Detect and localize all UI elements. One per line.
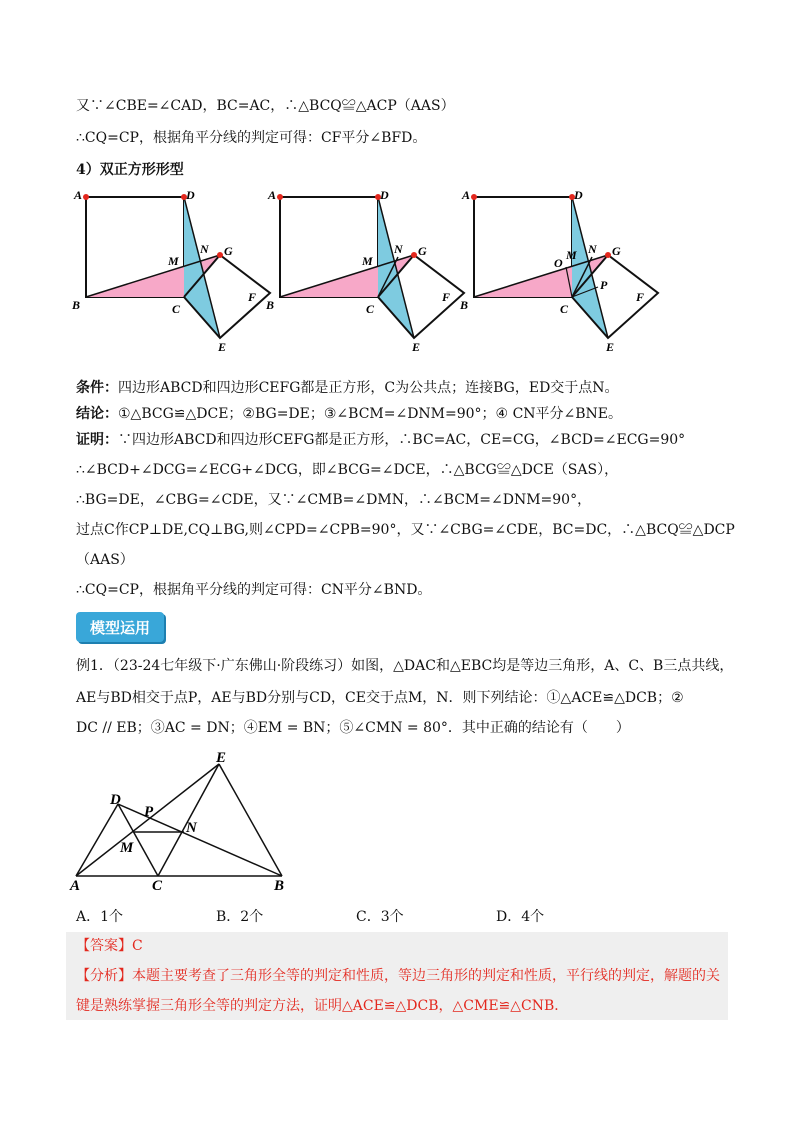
analysis-text-1: 本题主要考查了三角形全等的判定和性质，等边三角形的判定和性质，平行线的判定，解题的关 <box>132 968 720 984</box>
proof-line-4: 过点C作CP⊥DE,CQ⊥BG,则∠CPD=∠CPB=90°，又∵∠CBG=∠CDE，BC=DC，∴△BCQ≌△DCP <box>76 522 735 538</box>
figure-3 <box>459 188 658 354</box>
analysis-label: 【分析】 <box>76 968 132 984</box>
conclusion-line <box>76 404 622 424</box>
label-B3: B <box>460 298 469 312</box>
text-line-2: ∴CQ=CP，根据角平分线的判定可得：CF平分∠BFD。 <box>76 130 427 146</box>
label-D2: D <box>380 188 389 202</box>
option-b: B．2个 <box>216 909 264 925</box>
label-G1: G <box>224 244 233 258</box>
option-d: D．4个 <box>496 909 545 925</box>
label-M3: M <box>566 248 577 262</box>
label-B1: B <box>72 298 81 312</box>
analysis-line-2: 键是熟练掌握三角形全等的判定方法，证明△ACE≌△DCB，△CME≌△CNB． <box>76 998 569 1014</box>
proof-line-1 <box>76 430 685 450</box>
label-C3: C <box>560 302 569 316</box>
label-E2: E <box>412 340 421 354</box>
figure-1 <box>71 188 270 354</box>
label-M2: M <box>362 254 373 268</box>
label-N2: N <box>394 242 403 256</box>
label-E1: E <box>218 340 227 354</box>
label-O3: O <box>554 256 563 270</box>
options-row <box>76 906 716 926</box>
proof-line-6: ∴CQ=CP，根据角平分线的判定可得：CN平分∠BND。 <box>76 582 432 598</box>
proof-line-2: ∴∠BCD+∠DCG=∠ECG+∠DCG，即∠BCG=∠DCE，∴△BCG≌△DCE（SAS）， <box>76 462 619 478</box>
option-a: A．1个 <box>76 909 124 925</box>
label-N3: N <box>588 242 597 256</box>
double-square-figures <box>70 185 750 355</box>
option-c: C．3个 <box>356 909 404 925</box>
proof-line-5: （AAS） <box>76 552 134 568</box>
text-line-1: 又∵∠CBE=∠CAD，BC=AC，∴△BCQ≌△ACP（AAS） <box>76 98 455 114</box>
example-line-1: 例1．（23-24七年级下·广东佛山·阶段练习）如图，△DAC和△EBC均是等边三角形，A、C、B三点共线， <box>76 658 734 674</box>
label-A2: A <box>268 188 277 202</box>
label-M-tri: M <box>120 840 134 856</box>
example-line-3: DC // EB；③AC = DN；④EM = BN；⑤∠CMN = 80°．其中正确的结论有（ ） <box>76 720 630 736</box>
label-C2: C <box>366 302 375 316</box>
label-B-tri: B <box>274 878 285 893</box>
label-F2: F <box>442 290 451 304</box>
label-D3: D <box>574 188 583 202</box>
label-A3: A <box>462 188 471 202</box>
triangle-figure <box>66 748 306 893</box>
conclusion-text: ①△BCG≌△DCE；②BG=DE；③∠BCM=∠DNM=90°；④ CN平分∠BNE。 <box>118 406 623 422</box>
label-G2: G <box>418 244 427 258</box>
figure-2 <box>265 188 464 354</box>
label-F3: F <box>636 290 645 304</box>
condition-line <box>76 378 619 398</box>
proof-label: 证明： <box>76 432 118 448</box>
label-C-tri: C <box>152 878 163 893</box>
label-N-tri: N <box>186 820 197 836</box>
label-A-tri: A <box>70 878 81 893</box>
section-heading: 4）双正方形形型 <box>76 162 184 178</box>
label-G3: G <box>612 244 621 258</box>
condition-text: 四边形ABCD和四边形CEFG都是正方形，C为公共点；连接BG，ED交于点N。 <box>118 380 619 396</box>
answer-line <box>76 936 143 956</box>
proof-text-1: ∵四边形ABCD和四边形CEFG都是正方形，∴BC=AC，CE=CG，∠BCD=∠ECG=90° <box>118 432 686 448</box>
label-E3: E <box>606 340 615 354</box>
label-A1: A <box>74 188 83 202</box>
label-C1: C <box>172 302 181 316</box>
label-P3: P <box>600 278 608 292</box>
label-D-tri: D <box>110 792 121 808</box>
label-M1: M <box>168 254 179 268</box>
label-B2: B <box>266 298 275 312</box>
label-E-tri: E <box>216 750 227 766</box>
answer-label: 【答案】 <box>76 938 132 954</box>
label-D1: D <box>186 188 195 202</box>
condition-label: 条件： <box>76 380 118 396</box>
proof-line-3: ∴BG=DE，∠CBG=∠CDE，又∵∠CMB=∠DMN，∴∠BCM=∠DNM=90°， <box>76 492 592 508</box>
label-N1: N <box>200 242 209 256</box>
answer-value: C <box>132 938 143 954</box>
label-P-tri: P <box>144 804 154 820</box>
section-tag: 模型运用 <box>76 612 164 642</box>
label-F1: F <box>248 290 257 304</box>
analysis-line-1 <box>76 966 720 986</box>
example-line-2: AE与BD相交于点P，AE与BD分别与CD，CE交于点M，N．则下列结论：①△ACE≌△DCB；② <box>76 690 684 706</box>
conclusion-label: 结论： <box>76 406 118 422</box>
